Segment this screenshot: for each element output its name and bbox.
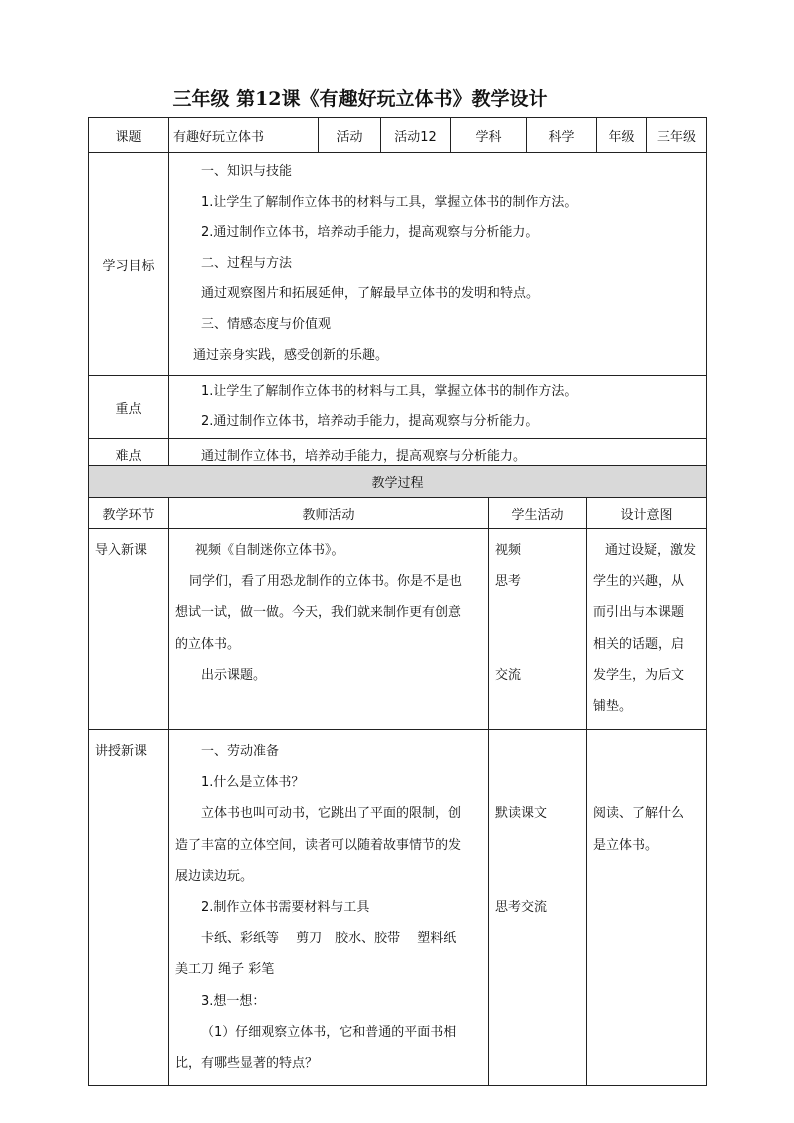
objectives-label: 学习目标 <box>89 153 169 376</box>
teacher-line: 视频《自制迷你立体书》。 <box>195 543 345 558</box>
student-line: 思考 <box>495 574 522 590</box>
teacher-line: （1）仔细观察立体书，它和普通的平面书相 <box>201 1024 457 1040</box>
difficulty-label: 难点 <box>89 439 169 471</box>
stage-label: 导入新课 <box>95 543 148 558</box>
teacher-line: 的立体书。 <box>175 636 241 652</box>
teacher-line: 1.什么是立体书？ <box>201 775 305 791</box>
student-line <box>495 736 580 767</box>
objective-line: 1.让学生了解制作立体书的材料与工具，掌握立体书的制作方法。 <box>201 194 578 210</box>
objectives-row <box>89 153 707 376</box>
intent-line: 是立体书。 <box>593 837 659 853</box>
key-points-label: 重点 <box>89 376 169 439</box>
header-row <box>89 118 707 153</box>
subject-value: 科学 <box>527 118 597 153</box>
teacher-line: 展边读边玩。 <box>175 868 254 884</box>
lesson-intent <box>587 730 707 1086</box>
column-intent: 设计意图 <box>587 498 707 529</box>
lesson-row <box>89 730 707 1086</box>
teacher-line: 想试一试，做一做。今天，我们就来制作更有创意 <box>175 605 462 621</box>
intro-intent <box>587 529 707 730</box>
intent-line: 铺垫。 <box>593 698 633 714</box>
intent-line: 学生的兴趣，从 <box>593 574 685 590</box>
stage-label: 讲授新课 <box>95 744 148 759</box>
teacher-line: 造了丰富的立体空间，读者可以随着故事情节的发 <box>175 837 462 853</box>
intent-line: 通过设疑，激发 <box>605 543 697 558</box>
intent-line <box>593 736 700 767</box>
column-student: 学生活动 <box>489 498 587 529</box>
teacher-line: 比，有哪些显著的特点？ <box>175 1055 319 1071</box>
objective-line: 一、知识与技能 <box>201 164 293 179</box>
teacher-line: 立体书也叫可动书，它跳出了平面的限制，创 <box>201 806 462 822</box>
topic-value: 有趣好玩立体书 <box>169 118 319 153</box>
process-columns-row <box>89 498 707 529</box>
student-line: 交流 <box>495 667 522 683</box>
teacher-line: 3.想一想： <box>201 993 266 1009</box>
student-line: 思考交流 <box>495 899 548 915</box>
teacher-line: 卡纸、彩纸等 剪刀 胶水、胶带 塑料纸 <box>201 931 457 947</box>
teaching-process-table <box>88 465 707 1086</box>
objective-line: 通过观察图片和拓展延伸，了解最早立体书的发明和特点。 <box>201 286 540 302</box>
intro-teacher <box>169 529 489 730</box>
intent-line: 相关的话题，启 <box>593 636 685 652</box>
student-line: 默读课文 <box>495 806 548 822</box>
intro-stage <box>89 529 169 730</box>
teacher-line: 2.制作立体书需要材料与工具 <box>201 899 370 915</box>
student-line <box>495 861 580 892</box>
lesson-info-table <box>88 117 707 471</box>
intent-line: 发学生，为后文 <box>593 667 685 683</box>
process-header-row <box>89 466 707 498</box>
objectives-content <box>169 153 707 376</box>
objective-line: 通过亲身实践，感受创新的乐趣。 <box>193 347 389 363</box>
intro-student <box>489 529 587 730</box>
teacher-line: 同学们，看了用恐龙制作的立体书。你是不是也 <box>189 574 463 590</box>
teacher-line: 一、劳动准备 <box>201 744 280 759</box>
grade-value: 三年级 <box>647 118 707 153</box>
student-line <box>495 767 580 798</box>
key-point-line: 2.通过制作立体书，培养动手能力，提高观察与分析能力。 <box>201 414 539 430</box>
document-title: 三年级 第12课《有趣好玩立体书》教学设计 <box>172 88 548 110</box>
column-teacher: 教师活动 <box>169 498 489 529</box>
teacher-line: 出示课题。 <box>201 667 267 683</box>
lesson-stage <box>89 730 169 1086</box>
key-point-line: 1.让学生了解制作立体书的材料与工具，掌握立体书的制作方法。 <box>201 383 578 399</box>
student-line: 视频 <box>495 543 522 558</box>
activity-value: 活动12 <box>381 118 451 153</box>
lesson-teacher <box>169 730 489 1086</box>
difficulty-text: 通过制作立体书，培养动手能力，提高观察与分析能力。 <box>169 439 707 471</box>
key-points-row <box>89 376 707 439</box>
teacher-line: 美工刀 绳子 彩笔 <box>175 962 275 978</box>
activity-label: 活动 <box>319 118 381 153</box>
intro-row <box>89 529 707 730</box>
subject-label: 学科 <box>451 118 527 153</box>
objective-line: 2.通过制作立体书，培养动手能力，提高观察与分析能力。 <box>201 225 539 241</box>
intent-line <box>593 767 700 798</box>
grade-label: 年级 <box>597 118 647 153</box>
column-stage: 教学环节 <box>89 498 169 529</box>
student-line <box>495 629 580 660</box>
intent-line: 而引出与本课题 <box>593 605 685 621</box>
process-header: 教学过程 <box>89 466 707 498</box>
objective-line: 二、过程与方法 <box>201 255 293 271</box>
intent-line: 阅读、了解什么 <box>593 806 685 822</box>
objective-line: 三、情感态度与价值观 <box>201 316 332 332</box>
topic-label: 课题 <box>89 118 169 153</box>
lesson-student <box>489 730 587 1086</box>
key-points-content <box>169 376 707 439</box>
student-line <box>495 830 580 861</box>
student-line <box>495 597 580 628</box>
